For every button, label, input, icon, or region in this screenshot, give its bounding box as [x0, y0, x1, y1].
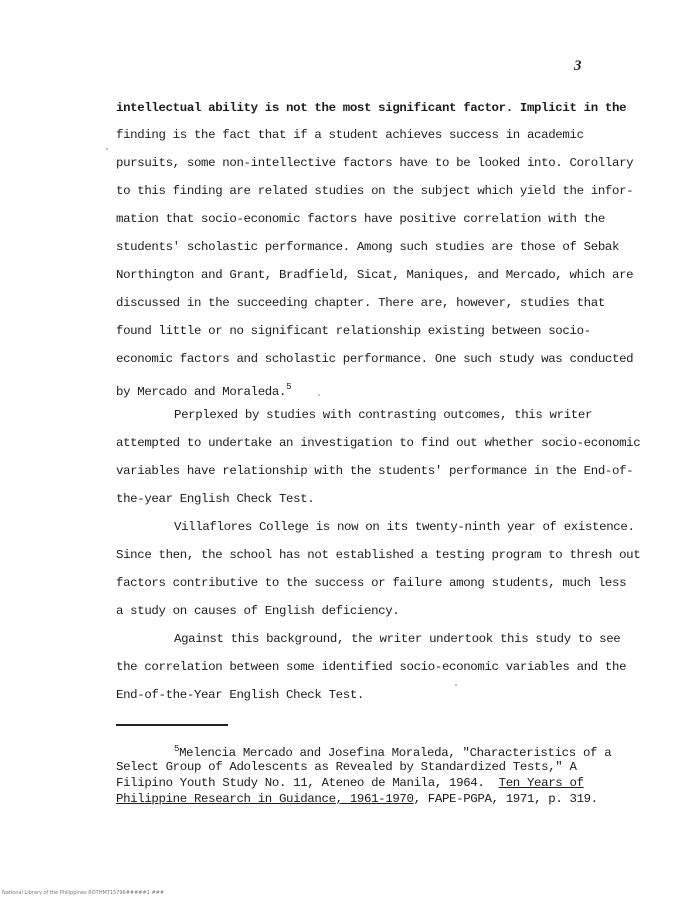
- footnote-line: $^5$Melencia Mercado and Josefina Moraleda, "Characteristics of a: [174, 744, 612, 760]
- text-line: the-year English Check Test.: [116, 492, 315, 506]
- paragraph-start-line: Villaflores College is now on its twenty-ninth year of existence.: [174, 520, 635, 534]
- text-line: intellectual ability is not the most significant factor. Implicit in the: [116, 101, 627, 115]
- scan-speck: [106, 148, 108, 150]
- text-line-with-footnote-ref: [116, 379, 291, 400]
- text-line: variables have relationship with the students' performance in the End-of-: [116, 464, 634, 478]
- scan-speck: [318, 394, 320, 396]
- text-line: factors contributive to the success or failure among students, much less: [116, 576, 627, 590]
- text-line: mation that socio-economic factors have positive correlation with the: [116, 212, 605, 226]
- text-line: by Mercado and Moraleda.: [116, 385, 287, 399]
- footnote-line: Filipino Youth Study No. 11, Ateneo de Manila, 1964. Ten Years of: [116, 776, 584, 790]
- text-line: students' scholastic performance. Among such studies are those of Sebak: [116, 240, 620, 254]
- footnote-line: Select Group of Adolescents as Revealed by Standardized Tests," A: [116, 760, 577, 774]
- scan-footer-label: National Library of the Philippines ROTHMT15796#####1 ###: [2, 890, 165, 896]
- scan-speck: [455, 684, 457, 686]
- footnote-title: Philippine Research in Guidance, 1961-1970: [116, 792, 414, 806]
- text-line: to this finding are related studies on the subject which yield the infor-: [116, 184, 634, 198]
- footnote-marker: 5: [174, 744, 180, 754]
- paragraph-start-line: Against this background, the writer undertook this study to see: [174, 632, 621, 646]
- text-line: Since then, the school has not established a testing program to thresh out: [116, 548, 641, 562]
- footnote-reference[interactable]: 5: [286, 382, 292, 392]
- text-line: a study on causes of English deficiency.: [116, 604, 400, 618]
- text-line: attempted to undertake an investigation to find out whether socio-economic: [116, 436, 641, 450]
- text-line: found little or no significant relationship existing between socio-: [116, 324, 591, 338]
- text-line: pursuits, some non-intellective factors have to be looked into. Corollary: [116, 156, 634, 170]
- paragraph-start-line: Perplexed by studies with contrasting outcomes, this writer: [174, 408, 593, 422]
- footnote-separator: [116, 724, 228, 726]
- footnote-title: Ten Years of: [498, 776, 584, 790]
- text-line: the correlation between some identified socio-economic variables and the: [116, 660, 627, 674]
- footnote-line: Philippine Research in Guidance, 1961-1970, FAPE-PGPA, 1971, p. 319.: [116, 792, 598, 806]
- text-line: Northington and Grant, Bradfield, Sicat, Maniques, and Mercado, which are: [116, 268, 634, 282]
- text-line: End-of-the-Year English Check Test.: [116, 688, 364, 702]
- text-line: discussed in the succeeding chapter. There are, however, studies that: [116, 296, 605, 310]
- page-number: 3: [574, 58, 582, 74]
- text-line: finding is the fact that if a student achieves success in academic: [116, 128, 584, 142]
- text-line: economic factors and scholastic performance. One such study was conducted: [116, 352, 634, 366]
